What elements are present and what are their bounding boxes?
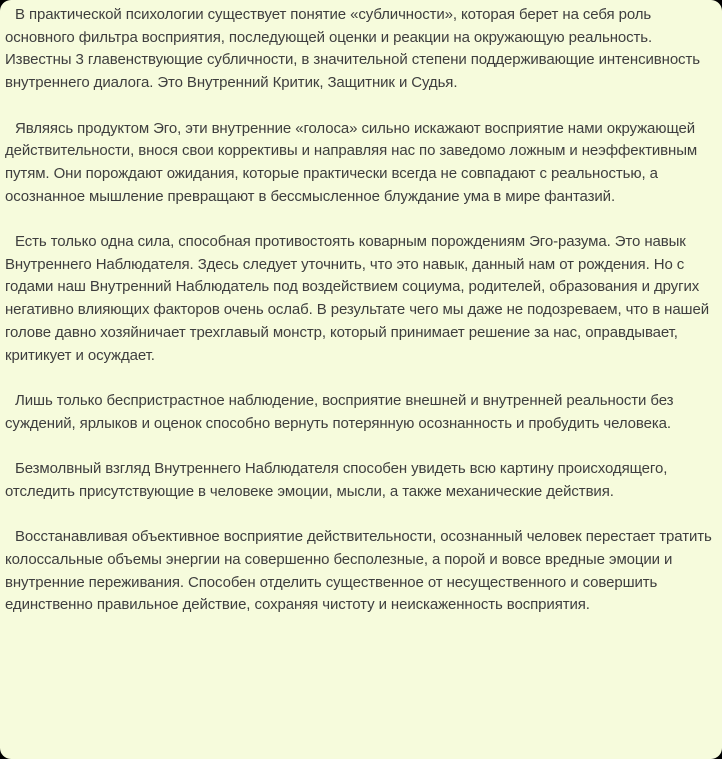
article-body	[5, 4, 717, 617]
paragraph: В практической психологии существует понятие «субличности», которая берет на себя роль основного фильтра восприятия, последующей оценки и реакции на окружающую реальность. Известны 3 главенствующие субличности, в значительной степени поддерживающие интенсивность внутреннего диалога. Это Внутренний Критик, Защитник и Судья.	[5, 6, 700, 92]
paragraph: Лишь только беспристрастное наблюдение, восприятие внешней и внутренней реальности без суждений, ярлыков и оценок способно вернуть потерянную осознанность и пробудить человека.	[5, 391, 674, 432]
paragraph: Безмолвный взгляд Внутреннего Наблюдателя способен увидеть всю картину происходящего, отследить присутствующие в человеке эмоции, мысли, а также механические действия.	[5, 460, 668, 500]
paragraph: Восстанавливая объективное восприятие действительности, осознанный человек перестает тратить колоссальные объемы энергии на совершенно бесполезные, а порой и вовсе вредные эмоции и внутренние переживания. Способен отделить существенное от несущественного и совершить единственно правильное действие, сохраняя чистоту и неискаженность восприятия.	[5, 528, 712, 614]
paragraph: Являясь продуктом Эго, эти внутренние «голоса» сильно искажают восприятие нами окружающей действительности, внося свои коррективы и направляя нас по заведомо ложным и неэффективным путям. Они порождают ожидания, которые практически всегда не совпадают с реальностью, а осознанное мышление превращают в бессмысленное блуждание ума в мире фантазий.	[5, 119, 698, 205]
paragraph: Есть только одна сила, способная противостоять коварным порождениям Эго-разума. Это навык Внутреннего Наблюдателя. Здесь следует уточнить, что это навык, данный нам от рождения. Но с годами наш Внутренний Наблюдатель под воздействием социума, родителей, образования и других негативно влияющих факторов очень ослаб. В результате чего мы даже не подозреваем, что в нашей голове давно хозяйничает трехглавый монстр, который принимает решение за нас, оправдывает, критикует и осуждает.	[5, 233, 710, 364]
